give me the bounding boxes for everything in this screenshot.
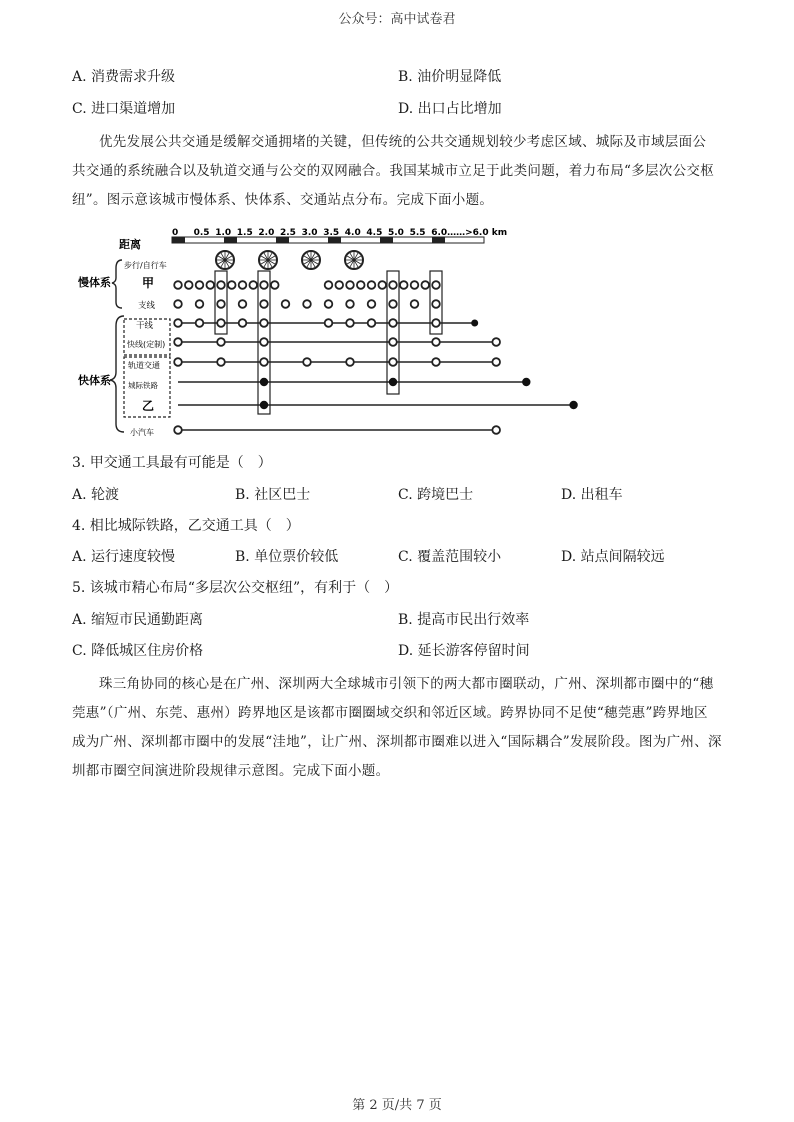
trunk-terminal (471, 320, 478, 327)
q5-option-d: D. 延长游客停留时间 (398, 643, 530, 659)
distance-tick-label: 6.0……>6.0 km (431, 228, 508, 238)
express-station (217, 338, 225, 346)
rail-station (303, 358, 311, 366)
trunk-station (389, 319, 397, 327)
distance-tick-label: 0.5 (193, 228, 210, 238)
car-origin (174, 426, 182, 434)
trunk-station (325, 319, 333, 327)
rail-station (217, 358, 225, 366)
jia-station (206, 281, 214, 289)
branch-station (346, 300, 354, 308)
jia-station (271, 281, 279, 289)
intro2-line3: 成为广州、深圳都市圈中的发展“洼地”，让广州、深圳都市圈难以进入“国际耦合”发展阶段。图为广州、深 (72, 734, 722, 750)
rail-station (346, 358, 354, 366)
intercity-station (389, 378, 397, 386)
express-station (174, 338, 182, 346)
jia-station (249, 281, 257, 289)
express-terminal (492, 338, 500, 346)
jia-station (432, 281, 440, 289)
q3-option-d: D. 出租车 (561, 487, 623, 503)
row-label-trunk: 干线 (136, 321, 154, 331)
q3-stem: 3. 甲交通工具最有可能是（ ） (72, 455, 272, 471)
intro-paragraph-2 (72, 670, 722, 786)
distance-tick-label: 2.5 (280, 228, 296, 238)
branch-station (411, 300, 419, 308)
page-header: 公众号：高中试卷君 (338, 12, 456, 27)
intercity-station (260, 378, 268, 386)
distance-tick-label: 5.0 (388, 228, 404, 238)
intro2-line4: 圳都市圈空间演进阶段规律示意图。完成下面小题。 (72, 763, 390, 779)
rail-station (432, 358, 440, 366)
intro1-line3: 纽”。图示意该城市慢体系、快体系、交通站点分布。完成下面小题。 (72, 192, 494, 208)
car-destination (492, 426, 500, 434)
row-label-intercity: 城际铁路 (128, 381, 158, 390)
jia-station (357, 281, 365, 289)
q3-option-a: A. 轮渡 (72, 487, 120, 503)
row-label-rail: 轨道交通 (128, 361, 160, 370)
trunk-station (217, 319, 225, 327)
distance-tick-label: 0 (172, 228, 179, 238)
branch-station (196, 300, 204, 308)
q2-option-d: D. 出口占比增加 (398, 101, 502, 117)
intro-paragraph-1 (72, 128, 722, 215)
jia-station (346, 281, 354, 289)
distance-tick-label: 1.0 (215, 228, 232, 238)
q5-option-b: B. 提高市民出行效率 (398, 612, 530, 628)
distance-tick-label: 4.0 (344, 228, 361, 238)
q4-option-a: A. 运行速度较慢 (72, 549, 176, 565)
express-station (260, 338, 268, 346)
branch-station (217, 300, 225, 308)
branch-station (368, 300, 376, 308)
trunk-station (196, 319, 204, 327)
fast-system-label: 快体系 (78, 374, 111, 387)
row-label-branch: 支线 (138, 301, 156, 311)
q5-option-c: C. 降低城区住房价格 (72, 643, 204, 659)
transit-system-figure (72, 224, 592, 440)
q4-option-d: D. 站点间隔较远 (561, 549, 665, 565)
q4-option-c: C. 覆盖范围较小 (398, 549, 502, 565)
q3-option-b: B. 社区巴士 (235, 487, 311, 503)
trunk-station (260, 319, 268, 327)
intro2-line1: 珠三角协同的核心是在广州、深圳两大全球城市引领下的两大都市圈联动，广州、深圳都市圈中的“穗 (99, 676, 714, 692)
jia-station (335, 281, 343, 289)
page-footer: 第 2 页/共 7 页 (352, 1098, 442, 1113)
jia-station (378, 281, 386, 289)
jia-station (196, 281, 204, 289)
intercity-terminal (522, 378, 530, 386)
jia-station (185, 281, 193, 289)
branch-station (432, 300, 440, 308)
express-station (389, 338, 397, 346)
distance-label: 距离 (119, 238, 141, 251)
branch-station (174, 300, 182, 308)
q4-option-b: B. 单位票价较低 (235, 549, 339, 565)
express-station (432, 338, 440, 346)
jia-station (228, 281, 236, 289)
q5-option-a: A. 缩短市民通勤距离 (72, 612, 204, 628)
row-label-express: 快线(定制) (127, 340, 166, 349)
row-label-car: 小汽车 (130, 428, 154, 437)
jia-station (421, 281, 429, 289)
jia-station (239, 281, 247, 289)
row-label-walk-bike: 步行/自行车 (124, 261, 167, 270)
trunk-station (432, 319, 440, 327)
branch-station (325, 300, 333, 308)
distance-tick-label: 5.5 (409, 228, 426, 238)
branch-station (260, 300, 268, 308)
fast-system-brace (110, 316, 124, 432)
trunk-station (239, 319, 247, 327)
yi-terminal (569, 401, 577, 409)
jia-station (389, 281, 397, 289)
q3-option-c: C. 跨境巴士 (398, 487, 474, 503)
distance-tick-label: 1.5 (236, 228, 253, 238)
rail-station (389, 358, 397, 366)
intro1-line2: 共交通的系统融合以及轨道交通与公交的双网融合。我国某城市立足于此类问题，着力布局“多层次公交枢 (72, 163, 714, 179)
trunk-station (368, 319, 376, 327)
branch-station (303, 300, 311, 308)
branch-station (282, 300, 290, 308)
rail-terminal (492, 358, 500, 366)
rail-station (260, 358, 268, 366)
trunk-station (174, 319, 182, 327)
distance-tick-label: 2.0 (258, 228, 275, 238)
jia-station (325, 281, 333, 289)
q2-option-c: C. 进口渠道增加 (72, 101, 176, 117)
jia-station (368, 281, 376, 289)
yi-station (260, 401, 268, 409)
distance-tick-label: 3.0 (301, 228, 318, 238)
slow-system-brace (112, 260, 122, 308)
q5-stem: 5. 该城市精心布局“多层次公交枢纽”，有利于（ ） (72, 580, 399, 596)
q4-stem: 4. 相比城际铁路，乙交通工具（ ） (72, 518, 300, 534)
row-label-yi: 乙 (142, 399, 155, 413)
row-label-jia: 甲 (142, 276, 155, 290)
rail-station (174, 358, 182, 366)
jia-station (400, 281, 408, 289)
q2-option-b: B. 油价明显降低 (398, 69, 502, 85)
distance-tick-label: 3.5 (323, 228, 340, 238)
branch-station (239, 300, 247, 308)
intro2-line2: 莞惠”（广州、东莞、惠州）跨界地区是该都市圈圈域交织和邻近区域。跨界协同不足使“穗莞惠”跨界地区 (72, 705, 708, 721)
jia-station (217, 281, 225, 289)
jia-station (260, 281, 268, 289)
branch-station (389, 300, 397, 308)
intro1-line1: 优先发展公共交通是缓解交通拥堵的关键，但传统的公共交通规划较少考虑区域、城际及市域层面公 (99, 134, 707, 150)
distance-tick-label: 4.5 (366, 228, 383, 238)
q2-option-a: A. 消费需求升级 (72, 69, 176, 85)
jia-station (411, 281, 419, 289)
slow-system-label: 慢体系 (78, 276, 111, 289)
trunk-station (346, 319, 354, 327)
jia-station (174, 281, 182, 289)
